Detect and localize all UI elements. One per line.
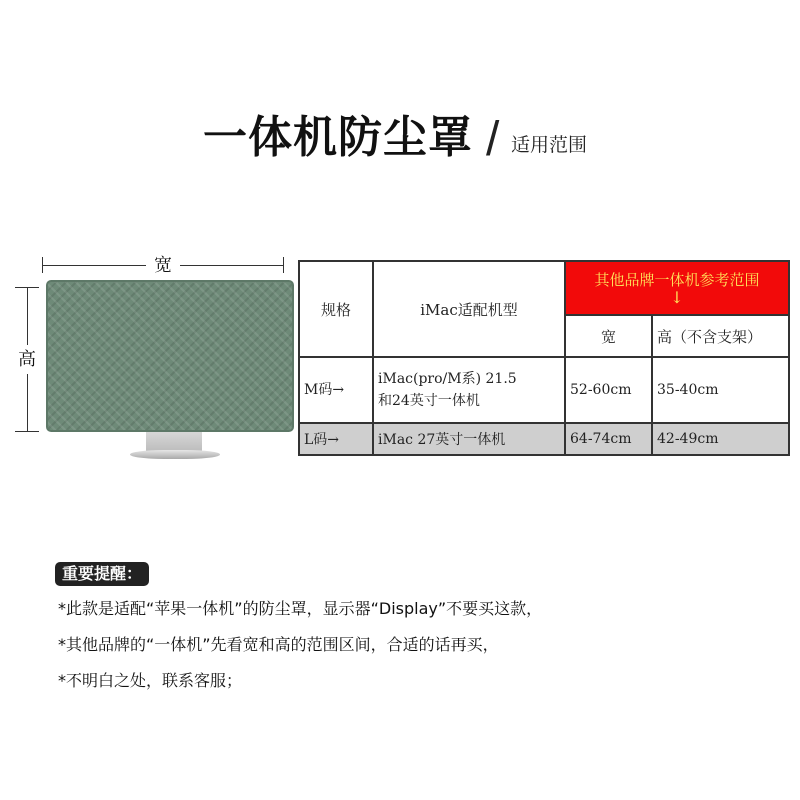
row-m-model	[373, 357, 565, 423]
monitor-stand-foot	[130, 450, 220, 459]
title-area	[0, 112, 800, 172]
header-width: 宽	[565, 315, 652, 357]
reminder-notes	[58, 598, 778, 706]
height-dimension	[15, 287, 39, 432]
table-row	[299, 357, 789, 423]
row-m-height: 35-40cm	[652, 357, 789, 423]
height-line-top	[27, 287, 28, 345]
row-m-width: 52-60cm	[565, 357, 652, 423]
note-item: *不明白之处，联系客服；	[58, 671, 243, 690]
size-table	[298, 260, 790, 456]
height-line-bottom	[27, 374, 28, 432]
width-label: 宽	[154, 255, 172, 276]
dust-cover	[46, 280, 294, 432]
width-line-right	[180, 265, 284, 266]
other-brand-label: 其他品牌一体机参考范围	[594, 271, 760, 289]
width-dimension	[42, 257, 284, 277]
table-header-row-1	[299, 261, 789, 315]
title-slash: /	[486, 113, 500, 166]
width-line-left	[42, 265, 146, 266]
row-l-spec: L码→	[299, 423, 373, 455]
note-item: *此款是适配“苹果一体机”的防尘罩，显示器“Display”不要买这款，	[58, 599, 543, 618]
header-height: 高（不含支架）	[652, 315, 789, 357]
note-item: *其他品牌的“一体机”先看宽和高的范围区间，合适的话再买，	[58, 635, 499, 654]
header-other-brand	[565, 261, 789, 315]
height-tick-bottom	[15, 431, 39, 432]
monitor-cover-image	[46, 280, 296, 462]
table-row	[299, 423, 789, 455]
header-spec: 规格	[299, 261, 373, 357]
page-title: 一体机防尘罩	[203, 112, 473, 163]
row-m-model-line2: 和24英寸一体机	[378, 393, 480, 409]
page-subtitle: 适用范围	[511, 134, 588, 156]
row-l-width: 64-74cm	[565, 423, 652, 455]
row-m-spec: M码→	[299, 357, 373, 423]
width-tick-right	[283, 257, 284, 273]
important-reminder-badge: 重要提醒：	[55, 562, 149, 586]
row-l-height: 42-49cm	[652, 423, 789, 455]
row-l-model: iMac 27英寸一体机	[373, 423, 565, 455]
down-arrow-icon: ↓	[670, 288, 684, 307]
row-m-model-line1: iMac(pro/M系) 21.5	[378, 371, 517, 387]
height-label: 高	[18, 349, 36, 370]
header-model: iMac适配机型	[373, 261, 565, 357]
